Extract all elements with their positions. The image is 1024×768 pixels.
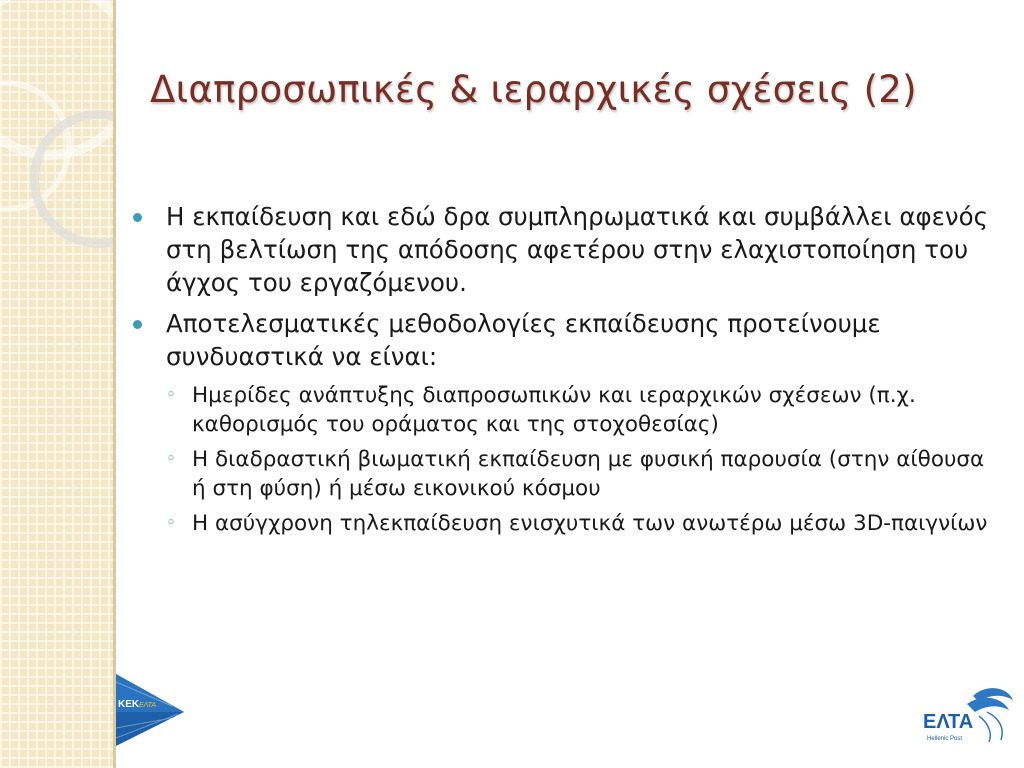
bullet-item xyxy=(130,307,1000,373)
elta-logo-text: ΕΛΤΑ xyxy=(923,711,974,733)
ring-bullet-icon: ◦ xyxy=(166,513,177,533)
sub-bullet-text: Η διαδραστική βιωματική εκπαίδευση με φυσική παρουσία (στην αίθουσα ή στη φύση) ή μέσω εικονικού κόσμου xyxy=(192,447,985,501)
sub-bullet-text: Ημερίδες ανάπτυξης διαπροσωπικών και ιεραρχικών σχέσεων (π.χ. καθορισμός του οράματος και της στοχοθεσίας) xyxy=(192,383,916,437)
kek-logo-subtext: ΕΛΤΑ xyxy=(139,702,157,709)
ring-bullet-icon: ◦ xyxy=(166,449,177,469)
bullet-text: Η εκπαίδευση και εδώ δρα συμπληρωματικά και συμβάλλει αφενός στη βελτίωση της απόδοσης αφετέρου στην ελαχιστοποίηση του άγχος του εργαζόμενου. xyxy=(166,202,988,297)
bullet-text: Αποτελεσματικές μεθοδολογίες εκπαίδευσης προτείνουμε συνδυαστικά να είναι: xyxy=(166,309,881,371)
sub-bullet-text: Η ασύγχρονη τηλεκπαίδευση ενισχυτικά των ανωτέρω μέσω 3D-παιγνίων xyxy=(192,511,988,536)
bullet-dot-icon xyxy=(133,320,142,329)
elta-logo-subtext: Hellenic Post xyxy=(927,736,963,742)
band-divider xyxy=(113,0,116,768)
bullet-item xyxy=(130,200,1000,299)
sub-bullet-item xyxy=(130,509,1000,538)
kek-logo-text: KEK xyxy=(118,699,140,710)
slide-title: Διαπροσωπικές & ιεραρχικές σχέσεις (2) xyxy=(150,68,917,111)
bullet-dot-icon xyxy=(133,213,142,222)
sub-bullet-item xyxy=(130,445,1000,503)
kek-elta-logo xyxy=(112,672,186,748)
slide-content xyxy=(130,200,1000,544)
decorative-side-band xyxy=(0,0,113,768)
elta-logo xyxy=(915,682,1015,744)
ring-bullet-icon: ◦ xyxy=(166,385,177,405)
sub-bullet-item xyxy=(130,381,1000,439)
